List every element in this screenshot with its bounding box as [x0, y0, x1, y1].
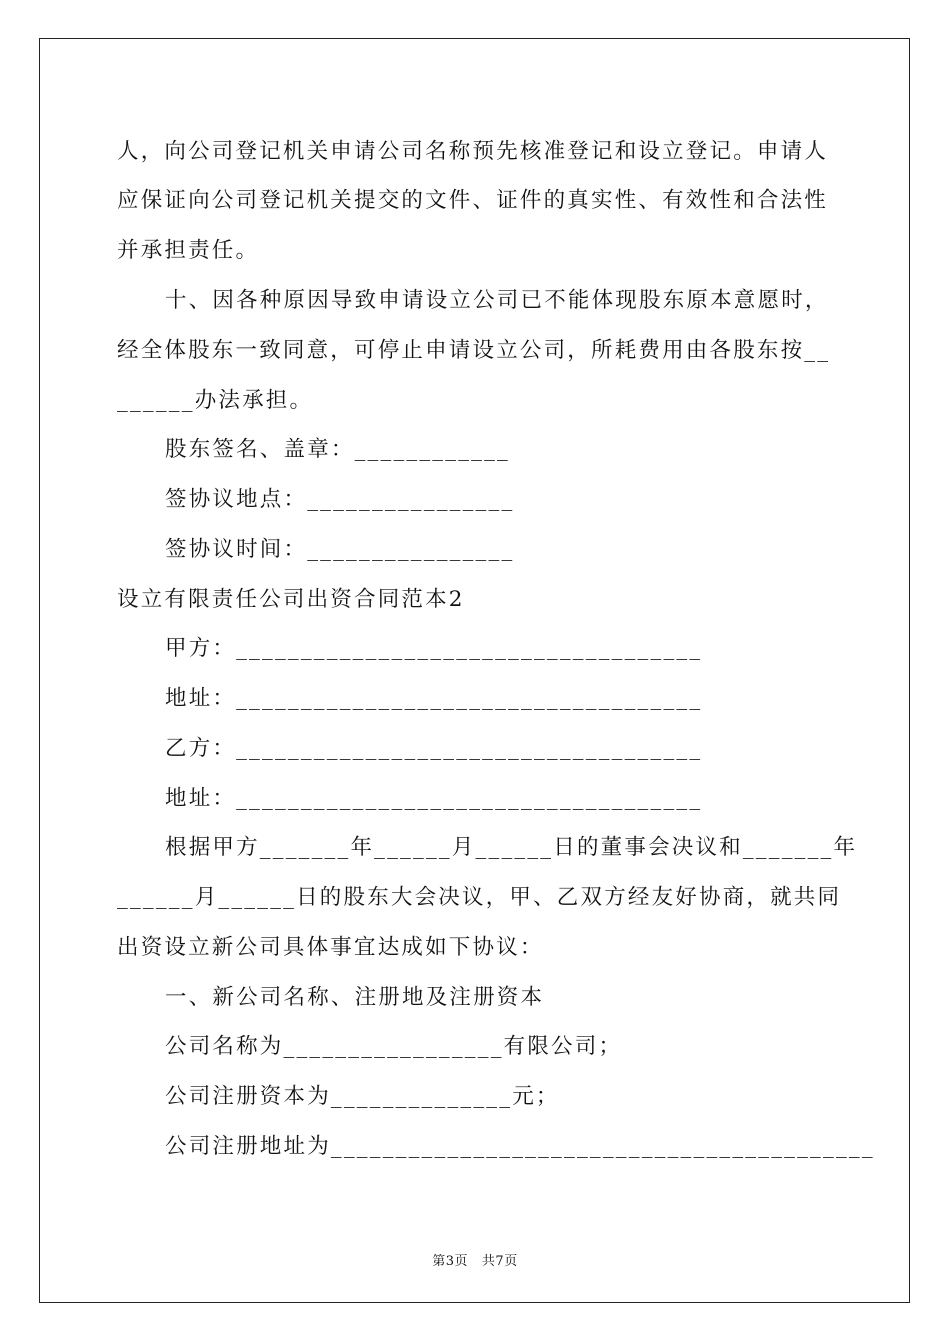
party-a-address-field: 地址：____________________________________ — [165, 686, 703, 711]
shareholder-signature-field: 股东签名、盖章：____________ — [165, 437, 511, 462]
paragraph-line: 出资设立新公司具体事宜达成如下协议： — [117, 935, 544, 960]
clause-heading: 一、新公司名称、注册地及注册资本 — [165, 985, 545, 1010]
party-b-address-field: 地址：____________________________________ — [165, 786, 703, 811]
paragraph-line: 并承担责任。 — [117, 238, 260, 263]
company-name-field: 公司名称为_________________有限公司； — [165, 1034, 623, 1059]
paragraph-line: 根据甲方_______年______月______日的董事会决议和_______年 — [165, 835, 858, 860]
signing-time-field: 签协议时间：________________ — [165, 537, 515, 562]
registered-capital-field: 公司注册资本为______________元； — [165, 1084, 560, 1109]
party-a-field: 甲方：____________________________________ — [165, 636, 703, 661]
paragraph-line: 人，向公司登记机关申请公司名称预先核准登记和设立登记。申请人 — [117, 139, 829, 164]
paragraph-line: 应保证向公司登记机关提交的文件、证件的真实性、有效性和合法性 — [117, 188, 829, 213]
paragraph-line: ______月______日的股东大会决议，甲、乙双方经友好协商，就共同 — [117, 885, 842, 910]
clause-ten-line: 经全体股东一致同意，可停止申请设立公司，所耗费用由各股东按__ — [117, 338, 831, 363]
page-number-footer: 第3页 共7页 — [432, 1254, 518, 1269]
registered-address-field: 公司注册地址为__________________________________________ — [165, 1134, 875, 1159]
section-title: 设立有限责任公司出资合同范本2 — [117, 587, 465, 612]
clause-ten-line: ______办法承担。 — [117, 388, 314, 413]
page-border — [39, 38, 910, 1303]
signing-location-field: 签协议地点：________________ — [165, 487, 515, 512]
party-b-field: 乙方：____________________________________ — [165, 736, 703, 761]
clause-ten-line: 十、因各种原因导致申请设立公司已不能体现股东原本意愿时， — [165, 288, 829, 313]
